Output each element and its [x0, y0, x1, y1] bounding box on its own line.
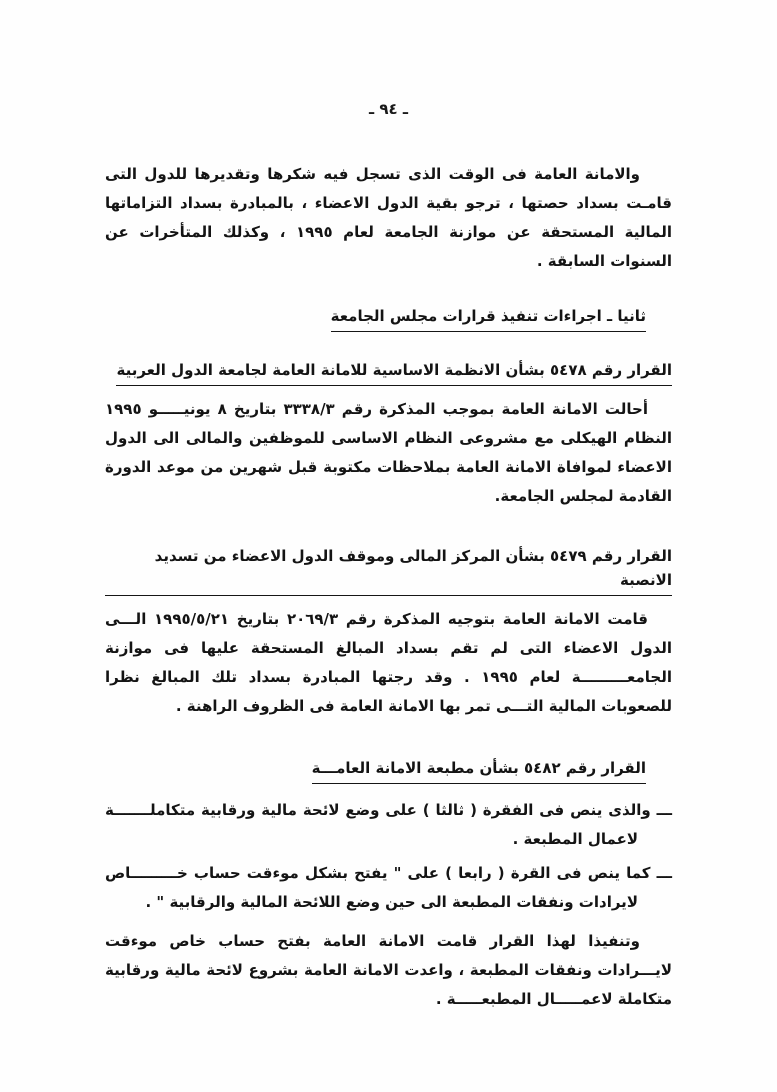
page-content: [105, 160, 672, 1014]
decision-5479-heading: القرار رقم ٥٤٧٩ بشأن المركز المالى وموقف الدول الاعضاء من تسديد الانصبة: [105, 544, 672, 596]
section-heading-row: [105, 302, 672, 332]
decision-5479-heading-row: [105, 544, 672, 596]
intro-paragraph: والامانة العامة فى الوقت الذى تسجل فيه شكرها وتقديرها للدول التى قامـت بسداد حصتها ، ترجو بقية الدول الاعضاء ، بالمبادرة بسداد التزاماتها المالية المستحقة عن موازنة الجامعة لعام ١٩٩٥ ، وكذلك المتأخرات عن السنوات السابقة .: [105, 165, 672, 270]
decision-5479-body: قامت الامانة العامة بتوجيه المذكرة رقم ٢٠٦٩/٣ بتاريخ ١٩٩٥/٥/٢١ الـــى الدول الاعضاء التى لم تقم بسداد المبالغ المستحقة عليها فى موازنة الجامعـــــــــة لعام ١٩٩٥ . وقد رجتها المبادرة بسداد تلك المبالغ نظرا للصعوبات المالية التـــى تمر بها الامانة العامة فى الظروف الراهنة .: [105, 610, 672, 715]
decision-5478-heading-row: [105, 356, 672, 386]
decision-5482-heading: القرار رقم ٥٤٨٢ بشأن مطبعة الامانة العامـــة: [312, 756, 646, 784]
page-number: ـ ٩٤ ـ: [368, 100, 409, 118]
section-heading: ثانيا ـ اجراءات تنفيذ قرارات مجلس الجامعة: [331, 304, 646, 332]
decision-5482-closing-paragraph: وتنفيذا لهذا القرار قامت الامانة العامة بفتح حساب خاص موءقت لايـــرادات ونفقات المطبعة ، واعدت الامانة العامة بشروع لائحة مالية ورقابية متكاملة لاعمـــــال المطبعـــــة .: [105, 932, 672, 1008]
decision-5478-body: أحالت الامانة العامة بموجب المذكرة رقم ٣٣٣٨/٣ بتاريخ ٨ يونيـــــو ١٩٩٥ النظام الهيكلى مع مشروعى النظام الاساسى للموظفين والمالى الى الدول الاعضاء لموافاة الامانة العامة بملاحظات مكتوبة قبل شهرين من موعد الدورة القادمة لمجلس الجامعة.: [105, 400, 672, 505]
decision-5482-bullet-2: ـــ كما ينص فى القرة ( رابعا ) على " يفتح بشكل موءقت حساب خـــــــــاص لايرادات ونفقات المطبعة الى حين وضع اللائحة المالية والرقابية " .: [105, 864, 672, 911]
decision-5478-heading: القرار رقم ٥٤٧٨ بشأن الانظمة الاساسية للامانة العامة لجامعة الدول العربية: [116, 358, 672, 386]
decision-5482-heading-row: [105, 754, 672, 784]
decision-5482-bullet-1: ـــ والذى ينص فى الفقرة ( ثالثا ) على وضع لائحة مالية ورقابية متكاملـــــــة لاعمال المطبعة .: [105, 801, 672, 848]
